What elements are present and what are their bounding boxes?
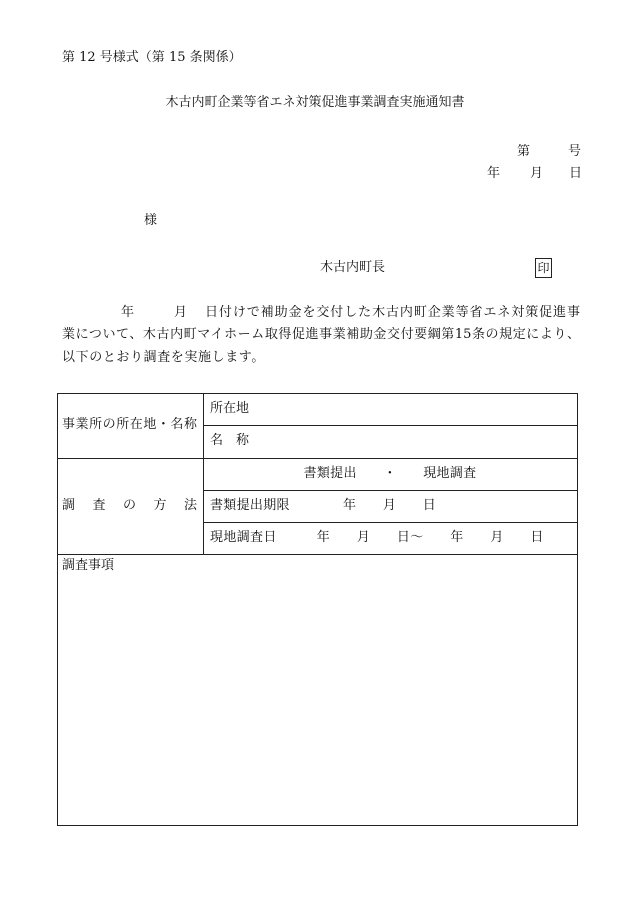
date-year-label: 年 bbox=[487, 166, 501, 181]
survey-items-label: 調査事項 bbox=[62, 558, 115, 573]
sender-name: 木古内町長 bbox=[320, 260, 386, 275]
table-row-divider bbox=[57, 458, 577, 459]
addressee-honorific: 様 bbox=[144, 213, 158, 228]
body-line1-text: 日付けで補助金を交付した木古内町企業等省エネ対策促進事 bbox=[205, 305, 580, 320]
office-location-name-label: 事業所の所在地・名称 bbox=[62, 417, 197, 432]
table-row-divider bbox=[203, 522, 577, 523]
table-row-divider bbox=[57, 554, 577, 555]
site-survey-date: 現地調査日 年 月 日～ 年 月 日 bbox=[210, 530, 544, 545]
table-row-divider bbox=[203, 490, 577, 491]
survey-method-label: 調 査 の 方 法 bbox=[62, 498, 197, 513]
reference-number-prefix: 第 bbox=[517, 144, 531, 159]
document-title: 木古内町企業等省エネ対策促進事業調査実施通知書 bbox=[165, 95, 465, 110]
form-number-label: 第 12 号様式（第 15 条関係） bbox=[62, 50, 242, 65]
date-month-label: 月 bbox=[530, 166, 544, 181]
body-line3: 以下のとおり調査を実施します。 bbox=[62, 350, 265, 365]
date-day-label: 日 bbox=[569, 166, 583, 181]
name-label: 名 称 bbox=[210, 433, 250, 448]
body-line1-month: 月 bbox=[174, 305, 188, 320]
survey-method-options: 書類提出 ・ 現地調査 bbox=[303, 466, 477, 481]
seal-label: 印 bbox=[537, 261, 550, 275]
document-submission-deadline: 書類提出期限 年 月 日 bbox=[210, 498, 437, 513]
body-line2: 業について、木古内町マイホーム取得促進事業補助金交付要綱第15条の規定により、 bbox=[62, 327, 580, 342]
table-row-divider bbox=[203, 425, 577, 426]
reference-number-suffix: 号 bbox=[568, 144, 582, 159]
body-line1-year: 年 bbox=[121, 305, 135, 320]
seal-box bbox=[535, 258, 552, 278]
address-label: 所在地 bbox=[210, 401, 250, 416]
